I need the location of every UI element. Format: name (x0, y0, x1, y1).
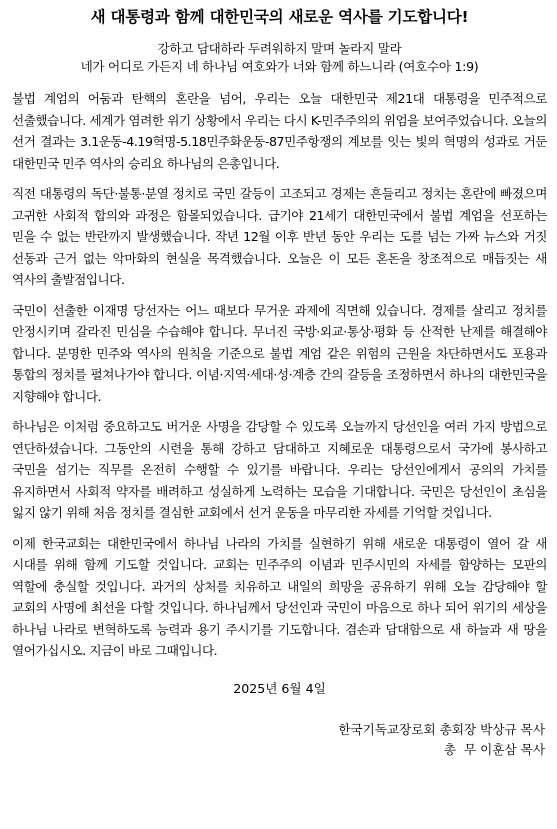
document-title: 새 대통령과 함께 대한민국의 새로운 역사를 기도합니다! (90, 8, 469, 26)
body-paragraph: 국민이 선출한 이재명 당선자는 어느 때보다 무거운 과제에 직면해 있습니다. 경제를 살리고 정치를 안정시키며 갈라진 민심을 수습해야 합니다. 무너진 국방·외교·통상·평화 등 산적한 난제를 해결해야 합니다. 분명한 민주와 역사의 원칙을 기준으로 불법 계엄 같은 위험의 근원을 차단하면서도 포용과 통합의 정치를 펼쳐나가야 합니다. 이념·지역·세대·성·계층 간의 갈등을 조정하면서 하나의 대한민국을 지향해야 합니다. (12, 302, 547, 404)
body-paragraph: 하나님은 이처럼 중요하고도 버거운 사명을 감당할 수 있도록 오늘까지 당선인을 여러 가지 방법으로 연단하셨습니다. 그동안의 시련을 통해 강하고 담대하고 지혜로운 대통령으로서 국가에 봉사하고 국민을 섬기는 직무를 온전히 수행할 수 있기를 바랍니다. 우리는 당선인에게서 공의의 가치를 유지하면서 사회적 약자를 배려하고 성실하게 노력하는 모습을 기대합니다. 국민은 당선인이 초심을 잃지 않기 위해 처음 정치를 결심한 교회에서 선거 운동을 마무리한 자세를 기억할 것입니다. (12, 419, 547, 520)
signature-block (12, 720, 547, 760)
signature-line-moderator: 한국기독교장로회 총회장 박상규 목사 (338, 721, 545, 737)
statement-body (12, 88, 547, 662)
verse-line: 강하고 담대하라 두려워하지 말며 놀라지 말라 (157, 41, 402, 56)
body-paragraph: 직전 대통령의 독단·불통·분열 정치로 국민 갈등이 고조되고 경제는 흔들리고 정치는 혼란에 빠졌으며 고귀한 사회적 합의와 과정은 함몰되었습니다. 급기야 21세기 대한민국에서 불법 계엄을 선포하는 믿을 수 없는 반란까지 발생했습니다. 작년 12월 이후 반년 동안 우리는 도를 넘는 가짜 뉴스와 거짓 선동과 근거 없는 악마화의 현실을 목격했습니다. 오늘은 이 모든 혼돈을 창조적으로 매듭짓는 새 역사의 출발점입니다. (12, 186, 547, 287)
body-paragraph: 이제 한국교회는 대한민국에서 하나님 나라의 가치를 실현하기 위해 새로운 대통령이 열어 갈 새 시대를 위해 함께 기도할 것입니다. 교회는 민주주의 이념과 민주시민의 자세를 함양하는 모판의 역할에 충실할 것입니다. 과거의 상처를 치유하고 내일의 희망을 공유하기 위해 오늘 감당해야 할 교회의 사명에 최선을 다할 것입니다. 하나님께서 당선인과 국민이 마음으로 하나 되어 위기의 세상을 하나님 나라로 변혁하도록 능력과 용기 주시기를 기도합니다. 겸손과 담대함으로 새 하늘과 새 땅을 열어가십시오. 지금이 바로 그때입니다. (12, 535, 547, 658)
scripture-verse (12, 40, 547, 76)
body-paragraph: 불법 계엄의 어둠과 탄핵의 혼란을 넘어, 우리는 오늘 대한민국 제21대 대통령을 민주적으로 선출했습니다. 세계가 염려한 위기 상황에서 우리는 다시 K-민주주의의 위엄을 보여주었습니다. 오늘의 선거 결과는 3.1운동-4.19혁명-5.18민주화운동-87민주항쟁의 계보를 잇는 빛의 혁명의 성과로 거둔 대한민국 민주 역사의 승리요 하나님의 은총입니다. (12, 91, 547, 171)
signature-line-secretary: 총 무 이훈삼 목사 (443, 741, 545, 757)
statement-date: 2025년 6월 4일 (233, 680, 326, 696)
verse-line: 네가 어디로 가든지 네 하나님 여호와가 너와 함께 하느니라 (여호수아 1:9) (80, 59, 479, 74)
